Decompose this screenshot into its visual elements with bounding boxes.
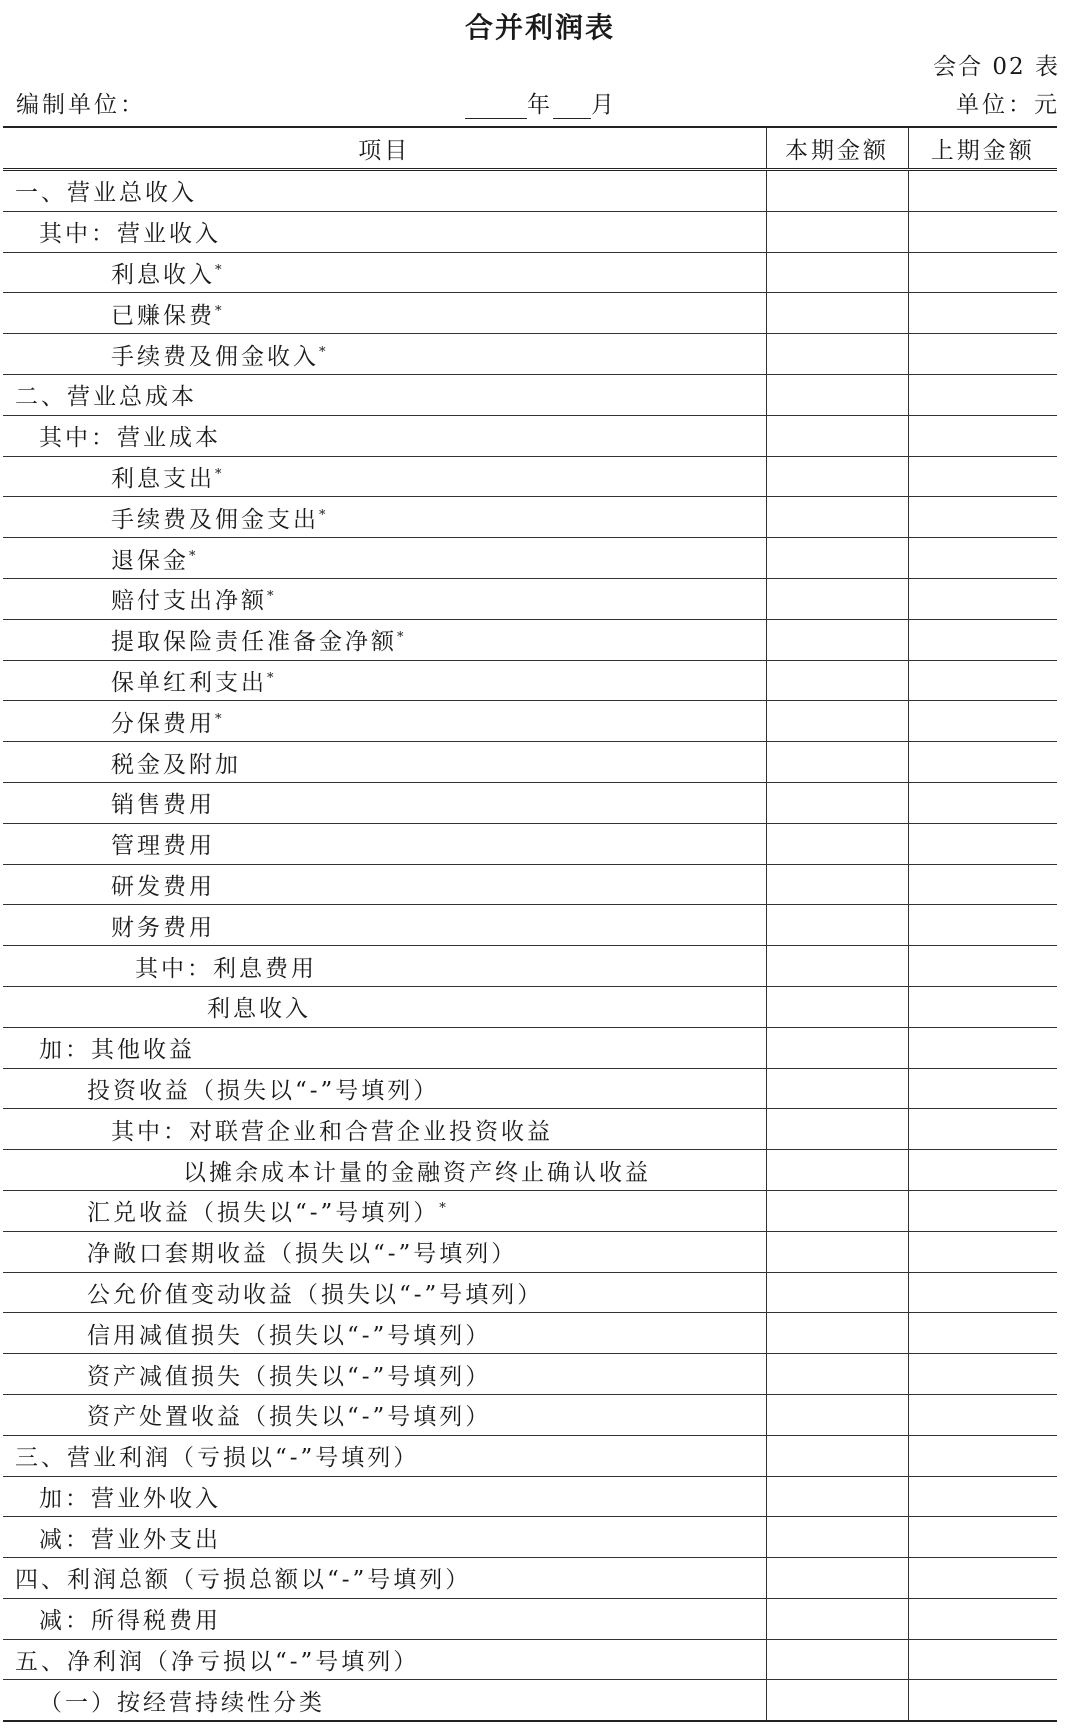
line-item-label: 一、营业总收入: [15, 180, 197, 207]
table-row: [3, 1068, 1057, 1109]
line-item-label: 加：其他收益: [39, 1037, 195, 1064]
table-row: [3, 456, 1057, 497]
table-row: [3, 1639, 1057, 1680]
current-amount-cell[interactable]: [766, 905, 908, 946]
line-item-label: 资产处置收益（损失以“-”号填列）: [87, 1404, 492, 1431]
current-amount-cell[interactable]: [766, 742, 908, 783]
previous-amount-cell[interactable]: [908, 252, 1057, 293]
table-row: [3, 1272, 1057, 1313]
line-item-cell: [3, 538, 766, 579]
line-item-label: 净敞口套期收益（损失以“-”号填列）: [87, 1241, 518, 1268]
previous-amount-cell[interactable]: [908, 170, 1057, 212]
previous-amount-cell[interactable]: [908, 1272, 1057, 1313]
line-item-label: 赔付支出净额: [111, 588, 267, 615]
current-amount-cell[interactable]: [766, 538, 908, 579]
table-row: [3, 1109, 1057, 1150]
current-amount-cell[interactable]: [766, 1272, 908, 1313]
line-item-label: 信用减值损失（损失以“-”号填列）: [87, 1322, 492, 1349]
line-item-label: 其中：营业成本: [39, 425, 221, 452]
table-row: [3, 578, 1057, 619]
form-code: 会合 02 表: [933, 54, 1060, 80]
line-item-cell: [3, 1598, 766, 1639]
line-item-label: 其中：利息费用: [135, 955, 317, 982]
compiler-label: 编制单位：: [16, 92, 146, 118]
previous-amount-cell[interactable]: [908, 1558, 1057, 1599]
income-statement-table: [3, 126, 1057, 1722]
line-item-label: 五、净利润（净亏损以“-”号填列）: [15, 1649, 420, 1676]
table-row: [3, 619, 1057, 660]
previous-amount-cell[interactable]: [908, 1190, 1057, 1231]
previous-amount-cell[interactable]: [908, 1313, 1057, 1354]
current-amount-cell[interactable]: [766, 293, 908, 334]
current-amount-cell[interactable]: [766, 946, 908, 987]
line-item-cell: [3, 946, 766, 987]
previous-amount-cell[interactable]: [908, 578, 1057, 619]
line-item-label: 资产减值损失（损失以“-”号填列）: [87, 1363, 492, 1390]
line-item-cell: [3, 1394, 766, 1435]
line-item-cell: [3, 1027, 766, 1068]
current-amount-cell[interactable]: [766, 1598, 908, 1639]
line-item-label: 利息支出: [111, 465, 215, 492]
table-row: [3, 660, 1057, 701]
line-item-label: 汇兑收益（损失以“-”号填列）: [87, 1200, 440, 1227]
previous-amount-cell[interactable]: [908, 1354, 1057, 1395]
table-row: [3, 334, 1057, 375]
line-item-cell: [3, 1109, 766, 1150]
asterisk-mark: *: [267, 589, 274, 605]
table-row: [3, 1680, 1057, 1721]
line-item-label: 减：营业外支出: [39, 1526, 221, 1553]
line-item-label: 三、营业利润（亏损以“-”号填列）: [15, 1445, 420, 1472]
previous-amount-cell[interactable]: [908, 619, 1057, 660]
previous-amount-cell[interactable]: [908, 1150, 1057, 1191]
current-amount-cell[interactable]: [766, 1027, 908, 1068]
table-row: [3, 1476, 1057, 1517]
current-amount-cell[interactable]: [766, 1231, 908, 1272]
line-item-cell: [3, 905, 766, 946]
previous-amount-cell[interactable]: [908, 905, 1057, 946]
table-row: [3, 782, 1057, 823]
line-item-cell: [3, 986, 766, 1027]
line-item-cell: [3, 1476, 766, 1517]
table-row: [3, 170, 1057, 212]
line-item-cell: [3, 619, 766, 660]
previous-amount-cell[interactable]: [908, 1231, 1057, 1272]
current-amount-cell[interactable]: [766, 1639, 908, 1680]
current-amount-cell[interactable]: [766, 1150, 908, 1191]
line-item-cell: [3, 374, 766, 415]
previous-amount-cell[interactable]: [908, 1027, 1057, 1068]
previous-amount-cell[interactable]: [908, 823, 1057, 864]
previous-amount-cell[interactable]: [908, 1639, 1057, 1680]
column-header-current: 本期金额: [766, 127, 908, 170]
current-amount-cell[interactable]: [766, 1109, 908, 1150]
line-item-label: 手续费及佣金收入: [111, 343, 319, 370]
month-label: 月: [591, 92, 617, 118]
table-row: [3, 1027, 1057, 1068]
current-amount-cell[interactable]: [766, 619, 908, 660]
previous-amount-cell[interactable]: [908, 1068, 1057, 1109]
previous-amount-cell[interactable]: [908, 538, 1057, 579]
line-item-cell: [3, 864, 766, 905]
line-item-cell: [3, 1313, 766, 1354]
line-item-label: 加：营业外收入: [39, 1485, 221, 1512]
table-row: [3, 946, 1057, 987]
table-row: [3, 1558, 1057, 1599]
previous-amount-cell[interactable]: [908, 456, 1057, 497]
table-body: [3, 170, 1057, 1722]
line-item-cell: [3, 415, 766, 456]
line-item-label: 已赚保费: [111, 302, 215, 329]
previous-amount-cell[interactable]: [908, 1598, 1057, 1639]
year-blank[interactable]: [465, 96, 527, 119]
current-amount-cell[interactable]: [766, 660, 908, 701]
line-item-cell: [3, 1190, 766, 1231]
asterisk-mark: *: [215, 262, 222, 278]
line-item-label: 退保金: [111, 547, 189, 574]
table-row: [3, 1435, 1057, 1476]
current-amount-cell[interactable]: [766, 252, 908, 293]
current-amount-cell[interactable]: [766, 1476, 908, 1517]
line-item-cell: [3, 742, 766, 783]
table-row: [3, 742, 1057, 783]
table-row: [3, 1354, 1057, 1395]
asterisk-mark: *: [189, 548, 196, 564]
table-row: [3, 211, 1057, 252]
line-item-label: 公允价值变动收益（损失以“-”号填列）: [87, 1281, 544, 1308]
previous-amount-cell[interactable]: [908, 946, 1057, 987]
previous-amount-cell[interactable]: [908, 334, 1057, 375]
line-item-cell: [3, 334, 766, 375]
current-amount-cell[interactable]: [766, 1354, 908, 1395]
current-amount-cell[interactable]: [766, 1680, 908, 1721]
line-item-label: 其中：对联营企业和合营企业投资收益: [111, 1118, 553, 1145]
line-item-label: 减：所得税费用: [39, 1608, 221, 1635]
current-amount-cell[interactable]: [766, 578, 908, 619]
header-row: [3, 127, 1057, 170]
table-row: [3, 415, 1057, 456]
previous-amount-cell[interactable]: [908, 1680, 1057, 1721]
current-amount-cell[interactable]: [766, 1394, 908, 1435]
table-row: [3, 905, 1057, 946]
line-item-label: 财务费用: [111, 914, 215, 941]
line-item-cell: [3, 1435, 766, 1476]
line-item-label: 四、利润总额（亏损总额以“-”号填列）: [15, 1567, 472, 1594]
line-item-label: 以摊余成本计量的金融资产终止确认收益: [183, 1159, 651, 1186]
asterisk-mark: *: [319, 344, 326, 360]
previous-amount-cell[interactable]: [908, 660, 1057, 701]
asterisk-mark: *: [215, 711, 222, 727]
column-header-previous: 上期金额: [908, 127, 1057, 170]
line-item-cell: [3, 497, 766, 538]
line-item-cell: [3, 1231, 766, 1272]
line-item-label: 二、营业总成本: [15, 384, 197, 411]
line-item-cell: [3, 252, 766, 293]
table-row: [3, 1150, 1057, 1191]
line-item-cell: [3, 293, 766, 334]
table-row: [3, 864, 1057, 905]
line-item-cell: [3, 1558, 766, 1599]
line-item-label: 销售费用: [111, 792, 215, 819]
table-row: [3, 1517, 1057, 1558]
current-amount-cell[interactable]: [766, 986, 908, 1027]
current-amount-cell[interactable]: [766, 1558, 908, 1599]
table-row: [3, 701, 1057, 742]
current-amount-cell[interactable]: [766, 374, 908, 415]
current-amount-cell[interactable]: [766, 701, 908, 742]
previous-amount-cell[interactable]: [908, 211, 1057, 252]
line-item-label: 其中：营业收入: [39, 221, 221, 248]
line-item-cell: [3, 1272, 766, 1313]
line-item-cell: [3, 170, 766, 212]
table-row: [3, 1190, 1057, 1231]
line-item-label: 手续费及佣金支出: [111, 506, 319, 533]
line-item-label: 管理费用: [111, 833, 215, 860]
line-item-label: 投资收益（损失以“-”号填列）: [87, 1077, 440, 1104]
line-item-cell: [3, 1354, 766, 1395]
current-amount-cell[interactable]: [766, 170, 908, 212]
line-item-cell: [3, 782, 766, 823]
current-amount-cell[interactable]: [766, 211, 908, 252]
line-item-cell: [3, 578, 766, 619]
table-row: [3, 1394, 1057, 1435]
current-amount-cell[interactable]: [766, 1068, 908, 1109]
previous-amount-cell[interactable]: [908, 864, 1057, 905]
current-amount-cell[interactable]: [766, 415, 908, 456]
asterisk-mark: *: [319, 507, 326, 523]
current-amount-cell[interactable]: [766, 497, 908, 538]
table-row: [3, 823, 1057, 864]
table-row: [3, 374, 1057, 415]
column-header-item: 项目: [3, 127, 766, 170]
line-item-label: 分保费用: [111, 710, 215, 737]
table-row: [3, 986, 1057, 1027]
previous-amount-cell[interactable]: [908, 986, 1057, 1027]
table-row: [3, 1313, 1057, 1354]
unit-label: 单位：元: [956, 92, 1060, 118]
line-item-cell: [3, 660, 766, 701]
current-amount-cell[interactable]: [766, 864, 908, 905]
previous-amount-cell[interactable]: [908, 1394, 1057, 1435]
line-item-label: 提取保险责任准备金净额: [111, 629, 397, 656]
line-item-label: 利息收入: [207, 996, 311, 1023]
current-amount-cell[interactable]: [766, 1313, 908, 1354]
previous-amount-cell[interactable]: [908, 701, 1057, 742]
table-row: [3, 1598, 1057, 1639]
line-item-cell: [3, 1517, 766, 1558]
line-item-label: 税金及附加: [111, 751, 241, 778]
line-item-cell: [3, 1639, 766, 1680]
table-row: [3, 538, 1057, 579]
previous-amount-cell[interactable]: [908, 293, 1057, 334]
current-amount-cell[interactable]: [766, 1435, 908, 1476]
previous-amount-cell[interactable]: [908, 1517, 1057, 1558]
line-item-label: 研发费用: [111, 873, 215, 900]
asterisk-mark: *: [267, 670, 274, 686]
table-row: [3, 293, 1057, 334]
table-row: [3, 252, 1057, 293]
table-row: [3, 1231, 1057, 1272]
asterisk-mark: *: [215, 466, 222, 482]
previous-amount-cell[interactable]: [908, 1109, 1057, 1150]
table-row: [3, 497, 1057, 538]
current-amount-cell[interactable]: [766, 334, 908, 375]
line-item-cell: [3, 701, 766, 742]
line-item-cell: [3, 211, 766, 252]
line-item-cell: [3, 1150, 766, 1191]
previous-amount-cell[interactable]: [908, 497, 1057, 538]
line-item-cell: [3, 1068, 766, 1109]
previous-amount-cell[interactable]: [908, 1435, 1057, 1476]
line-item-label: （一）按经营持续性分类: [39, 1689, 325, 1716]
line-item-cell: [3, 1680, 766, 1721]
current-amount-cell[interactable]: [766, 782, 908, 823]
line-item-label: 利息收入: [111, 261, 215, 288]
current-amount-cell[interactable]: [766, 823, 908, 864]
previous-amount-cell[interactable]: [908, 415, 1057, 456]
previous-amount-cell[interactable]: [908, 374, 1057, 415]
previous-amount-cell[interactable]: [908, 742, 1057, 783]
current-amount-cell[interactable]: [766, 1517, 908, 1558]
statement-title: 合并利润表: [464, 11, 615, 44]
year-label: 年: [527, 92, 553, 118]
asterisk-mark: *: [439, 1201, 446, 1217]
previous-amount-cell[interactable]: [908, 782, 1057, 823]
asterisk-mark: *: [215, 303, 222, 319]
current-amount-cell[interactable]: [766, 1190, 908, 1231]
line-item-cell: [3, 823, 766, 864]
asterisk-mark: *: [397, 630, 404, 646]
previous-amount-cell[interactable]: [908, 1476, 1057, 1517]
line-item-cell: [3, 456, 766, 497]
reporting-period: [465, 86, 617, 119]
month-blank[interactable]: [553, 96, 591, 119]
line-item-label: 保单红利支出: [111, 669, 267, 696]
current-amount-cell[interactable]: [766, 456, 908, 497]
